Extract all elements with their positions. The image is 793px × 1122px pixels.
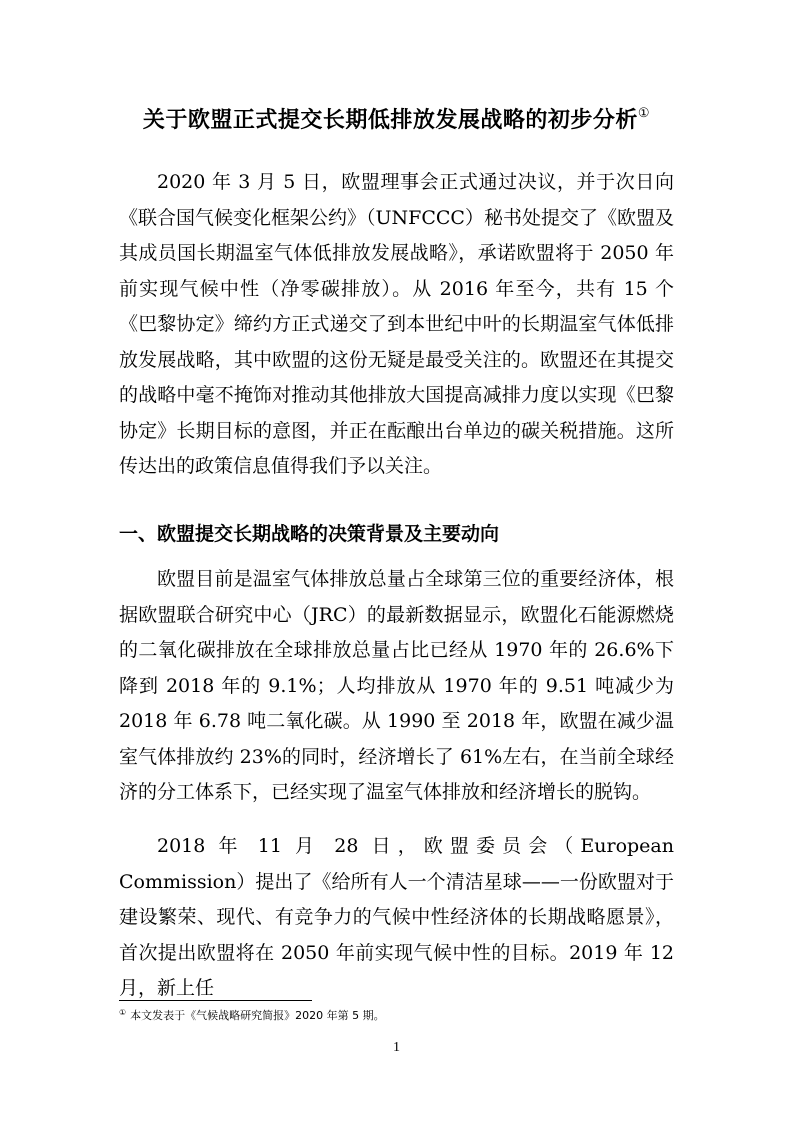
page-title: [0, 103, 793, 134]
title-text: 关于欧盟正式提交长期低排放发展战略的初步分析: [142, 107, 638, 133]
body-paragraph: 欧盟目前是温室气体排放总量占全球第三位的重要经济体，根据欧盟联合研究中心（JRC）的最新数据显示，欧盟化石能源燃烧的二氧化碳排放在全球排放总量占比已经从 1970 年的 26.6%下降到 2018 年的 9.1%；人均排放从 1970 年的 9.51 吨减少为 2018 年 6.78 吨二氧化碳。从 1990 至 2018 年，欧盟在减少温室气体排放约 23%的同时，经济增长了 61%左右，在当前全球经济的分工体系下，已经实现了温室气体排放和经济增长的脱钩。: [119, 568, 674, 803]
body-paragraph: 2018 年 11 月 28 日，欧盟委员会（European Commission）提出了《给所有人一个清洁星球——一份欧盟对于建设繁荣、现代、有竞争力的气候中性经济体的长期战略愿景》，首次提出欧盟将在 2050 年前实现气候中性的目标。2019 年 12 月，新上任: [119, 835, 674, 999]
intro-paragraph: 2020 年 3 月 5 日，欧盟理事会正式通过决议，并于次日向《联合国气候变化框架公约》（UNFCCC）秘书处提交了《欧盟及其成员国长期温室气体低排放发展战略》，承诺欧盟将于 2050 年前实现气候中性（净零碳排放）。从 2016 年至今，共有 15 个《巴黎协定》缔约方正式递交了到本世纪中叶的长期温室气体低排放发展战略，其中欧盟的这份无疑是最受关注的。欧盟还在其提交的战略中毫不掩饰对推动其他排放大国提高减排力度以实现《巴黎协定》长期目标的意图，并正在酝酿出台单边的碳关税措施。这所传达出的政策信息值得我们予以关注。: [119, 171, 674, 477]
section-heading: 一、欧盟提交长期战略的决策背景及主要动向: [119, 523, 500, 545]
footnote: [119, 1007, 674, 1023]
page-number: 1: [393, 1040, 400, 1055]
footnote-marker: ①: [119, 1008, 127, 1017]
footnote-text: 本文发表于《气候战略研究简报》2020 年第 5 期。: [130, 1009, 385, 1022]
footnote-divider: [119, 1000, 312, 1001]
title-footnote-marker: ①: [637, 106, 651, 121]
